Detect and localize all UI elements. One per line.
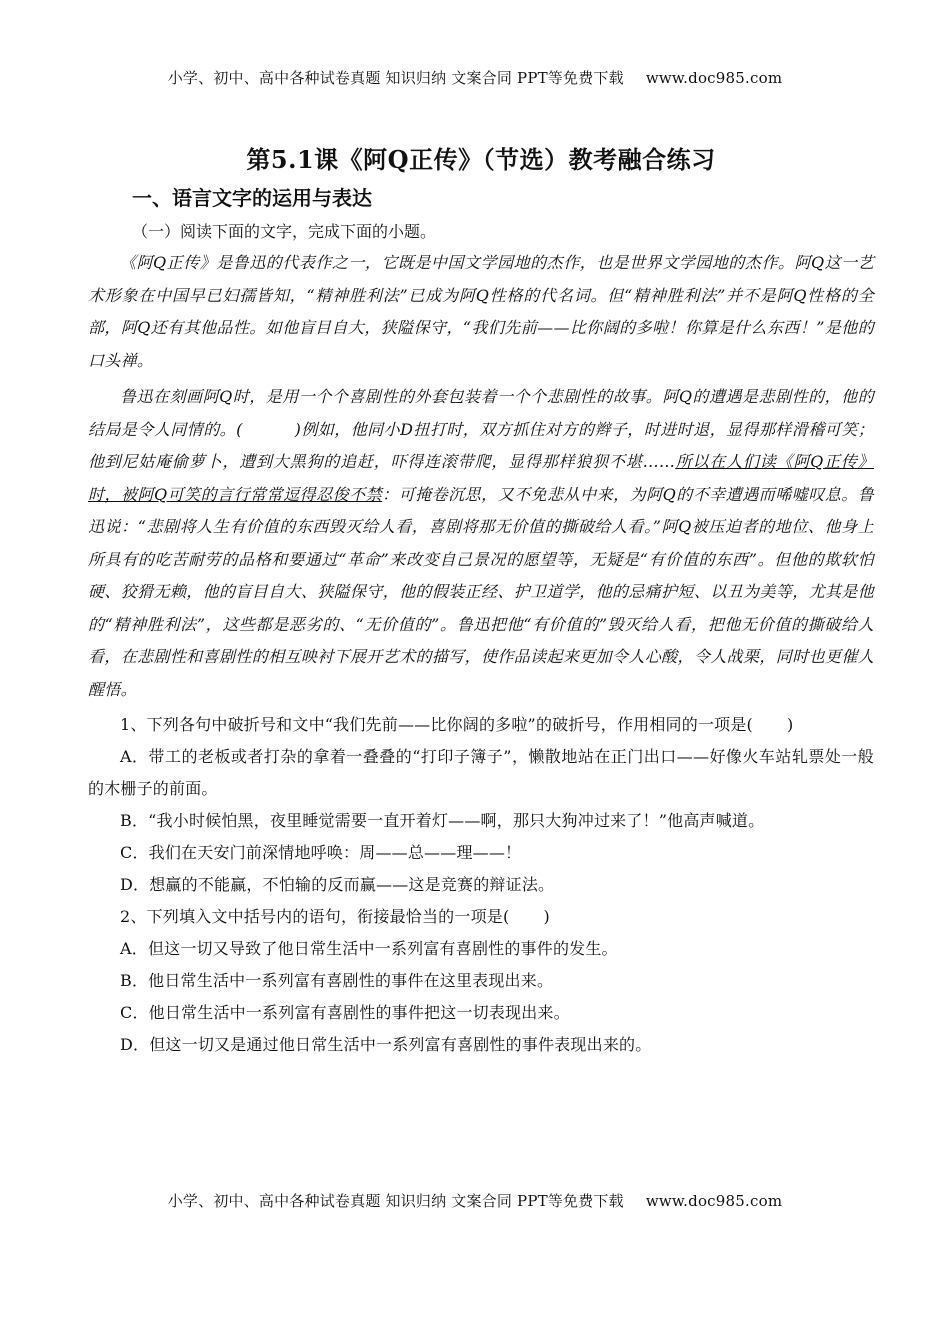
question-1-option-d: D．想赢的不能赢，不怕输的反而赢——这是竞赛的辩证法。 <box>120 875 555 894</box>
page-title: 第5.1课《阿Q正传》（节选）教考融合练习 <box>246 145 716 174</box>
question-1-option-c: C．我们在天安门前深情地呼唤：周——总——理——！ <box>120 843 522 862</box>
question-2-text: 2、下列填入文中括号内的语句，衔接最恰当的一项是( <box>120 907 510 926</box>
passage-p2-part-a: 鲁迅在刻画阿Q时，是用一个个喜剧性的外套包装着一个个悲剧性的故事。阿Q的遭遇是悲剧性的，他的结局是令人同情的。( <box>88 387 874 439</box>
question-2-option-b: B．他日常生活中一系列富有喜剧性的事件在这里表现出来。 <box>120 971 554 990</box>
question-1-close-paren: ) <box>786 715 794 734</box>
document-body <box>88 140 874 1061</box>
question-1-option-a: A．带工的老板或者打杂的拿着一叠叠的“打印子簿子”，懒散地站在正门出口——好像火车站轧票处一般的木栅子的前面。 <box>88 747 874 798</box>
header-url-link[interactable]: www.doc985.com <box>645 69 783 87</box>
page-header <box>0 67 950 88</box>
questions <box>88 709 874 1061</box>
question-2-option-d: D．但这一切又是通过他日常生活中一系列富有喜剧性的事件表现出来的。 <box>120 1035 652 1054</box>
footer-url-link[interactable]: www.doc985.com <box>645 1192 783 1210</box>
question-2-close-paren: ) <box>543 907 550 926</box>
question-1-stem <box>88 709 874 741</box>
reading-passage <box>88 247 874 706</box>
header-text: 小学、初中、高中各种试卷真题 知识归纳 文案合同 PPT等免费下载 <box>167 69 624 87</box>
passage-p2-part-c: ：可掩卷沉思，又不免悲从中来，为阿Q的不幸遭遇而唏嘘叹息。鲁迅说：“悲剧将人生有价值的东西毁灭给人看，喜剧将那无价值的撕破给人看。”阿Q被压迫者的地位、他身上所具有的吃苦耐劳的品格和要通过“革命”来改变自己景况的愿望等，无疑是“有价值的东西”。但他的欺软怕硬、狡猾无赖，他的盲目自大、狭隘保守，他的假装正经、护卫道学，他的忌痛护短、以丑为美等，尤其是他的“精神胜利法”，这些都是恶劣的、“无价值的”。鲁迅把他“有价值的”毁灭给人看，把他无价值的撕破给人看，在悲剧性和喜剧性的相互映衬下展开艺术的描写，使作品读起来更加令人心酸，令人战栗，同时也更催人醒悟。 <box>88 484 874 699</box>
question-1-option-b: B．“我小时候怕黑，夜里睡觉需要一直开着灯——啊，那只大狗冲过来了！”他高声喊道。 <box>120 811 765 830</box>
footer-text: 小学、初中、高中各种试卷真题 知识归纳 文案合同 PPT等免费下载 <box>167 1192 624 1210</box>
question-2-option-a: A．但这一切又导致了他日常生活中一系列富有喜剧性的事件的发生。 <box>120 939 618 958</box>
page-footer <box>0 1190 950 1211</box>
question-2-option-c: C．他日常生活中一系列富有喜剧性的事件把这一切表现出来。 <box>120 1003 570 1022</box>
passage-paragraph-1: 《阿Q正传》是鲁迅的代表作之一，它既是中国文学园地的杰作，也是世界文学园地的杰作。阿Q这一艺术形象在中国早已妇孺皆知，“精神胜利法”已成为阿Q性格的代名词。但“精神胜利法”并不是阿Q性格的全部，阿Q还有其他品性。如他盲目自大，狭隘保守，“我们先前——比你阔的多啦！你算是什么东西！”是他的口头禅。 <box>88 253 874 370</box>
question-2-stem <box>88 901 874 933</box>
reading-instruction: （一）阅读下面的文字，完成下面的小题。 <box>132 222 437 241</box>
passage-p2-part-b: )例如，他同小D扭打时，双方抓住对方的辫子，时进时退，显得那样滑稽可笑；他到尼姑庵偷萝卜，遭到大黑狗的追赶，吓得连滚带爬，显得那样狼狈不堪…… <box>88 419 874 471</box>
question-1-text: 1、下列各句中破折号和文中“我们先前——比你阔的多啦”的破折号，作用相同的一项是( <box>120 715 753 734</box>
underlined-sentence: 所以在人们读《阿Q正传》时，被阿Q可笑的言行常常逗得忍俊不禁 <box>88 452 874 504</box>
passage-paragraph-2 <box>88 381 874 706</box>
section-heading: 一、语言文字的运用与表达 <box>132 186 372 210</box>
